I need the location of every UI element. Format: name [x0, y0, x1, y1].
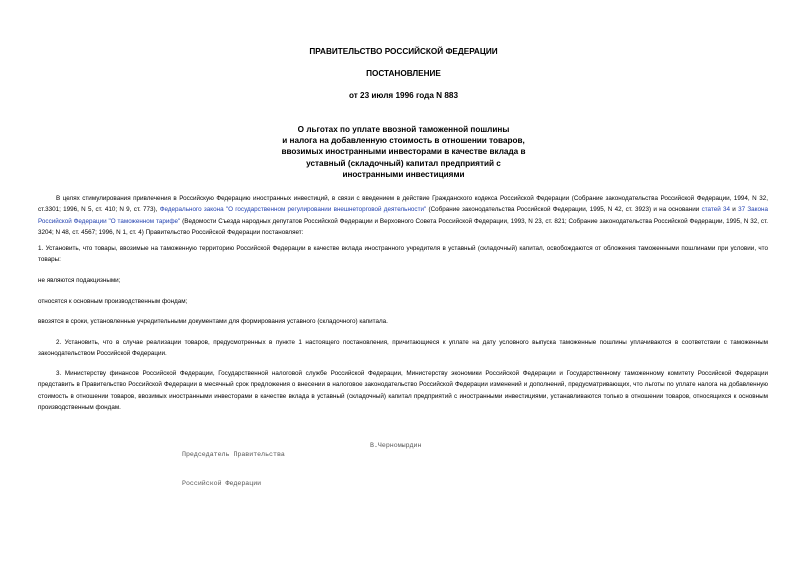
list-item: относятся к основным производственным фондам;	[38, 298, 188, 305]
title-line: и налога на добавленную стоимость в отношении товаров,	[282, 136, 525, 146]
law-link-foreign-trade[interactable]: Федерального закона "О государственном регулировании внешнеторговой деятельности"	[159, 206, 427, 214]
document-title	[0, 124, 807, 180]
signatory-title: Председатель Правительства	[182, 451, 285, 459]
paragraph-1: 1. Установить, что товары, ввозимые на таможенную территорию Российской Федерации в качестве вклада иностранного учредителя в уставный (складочный) капитал, освобождаются от обложения таможенными пошлинами при условии, что товары:	[38, 245, 768, 264]
law-link-customs-tariff[interactable]: 37 Закона Российской Федерации "О таможенном тарифе"	[38, 206, 768, 225]
signatory-title: Российской Федерации	[182, 479, 262, 487]
title-line: ввозимых иностранными инвесторами в качестве вклада в	[281, 147, 526, 157]
list-item: ввозятся в сроки, установленные учредительными документами для формирования уставного (складочного) капитала.	[38, 318, 388, 325]
title-line: уставный (складочный) капитал предприятий с	[306, 158, 501, 168]
title-line: иностранными инвестициями	[342, 169, 465, 179]
signature-block	[182, 431, 422, 517]
law-link-article-34[interactable]: статей 34	[701, 206, 731, 214]
preamble	[38, 193, 768, 239]
title-line: О льготах по уплате ввозной таможенной пошлины	[297, 125, 510, 134]
issuing-authority: ПРАВИТЕЛЬСТВО РОССИЙСКОЙ ФЕДЕРАЦИИ	[309, 47, 498, 56]
preamble-paragraph: В целях стимулирования привлечения в Российскую Федерацию иностранных инвестиций, в связи с введением в действие Гражданского кодекса Российской Федерации (Собрание законодательства Российской Федерации, 1994, N 32, ст.3301; 1996, N 5, ст. 410; N 9, ст. 773), Федерального закона "О государственном регулировании внешнеторговой деятельности" (Собрание законодательства Российской Федерации, 1995, N 42, ст. 3923) и на основании статей 34 и 37 Закона Российской Федерации "О таможенном тарифе" (Ведомости Съезда народных депутатов Российской Федерации и Верховного Совета Российской Федерации, 1993, N 23, ст. 821; Собрание законодательства Российской Федерации, 1995, N 32, ст. 3204; N 48, ст. 4567; 1996, N 1, ст. 4) Правительство Российской Федерации постановляет:	[38, 195, 769, 237]
list-item: не являются подакцизными;	[38, 277, 121, 284]
signatory-name: В.Черномырдин	[370, 441, 422, 449]
paragraph-2: 2. Установить, что в случае реализации товаров, предусмотренных в пункте 1 настоящего постановления, причитающиеся к уплате на дату условного выпуска таможенные пошлины уплачиваются в соответствии с таможенным законодательством Российской Федерации.	[38, 339, 768, 358]
paragraph-3: 3. Министерству финансов Российской Федерации, Государственной налоговой службе Российской Федерации, Министерству экономики Российской Федерации и Государственному таможенному комитету Российской Федерации представить в Правительство Российской Федерации в месячный срок предложения о внесении в налоговое законодательство Российской Федерации изменений и дополнений, предусматривающих, что льготы по уплате налога на добавленную стоимость в отношении товаров, ввозимых иностранными инвесторами в качестве вклада в уставный (складочный) капитал предприятий с иностранными инвестициями, устанавливаются только в отношении товаров, относящихся к основным производственным фондам.	[38, 370, 768, 412]
document-date-number: от 23 июля 1996 года N 883	[348, 91, 459, 100]
document-type: ПОСТАНОВЛЕНИЕ	[366, 69, 441, 78]
